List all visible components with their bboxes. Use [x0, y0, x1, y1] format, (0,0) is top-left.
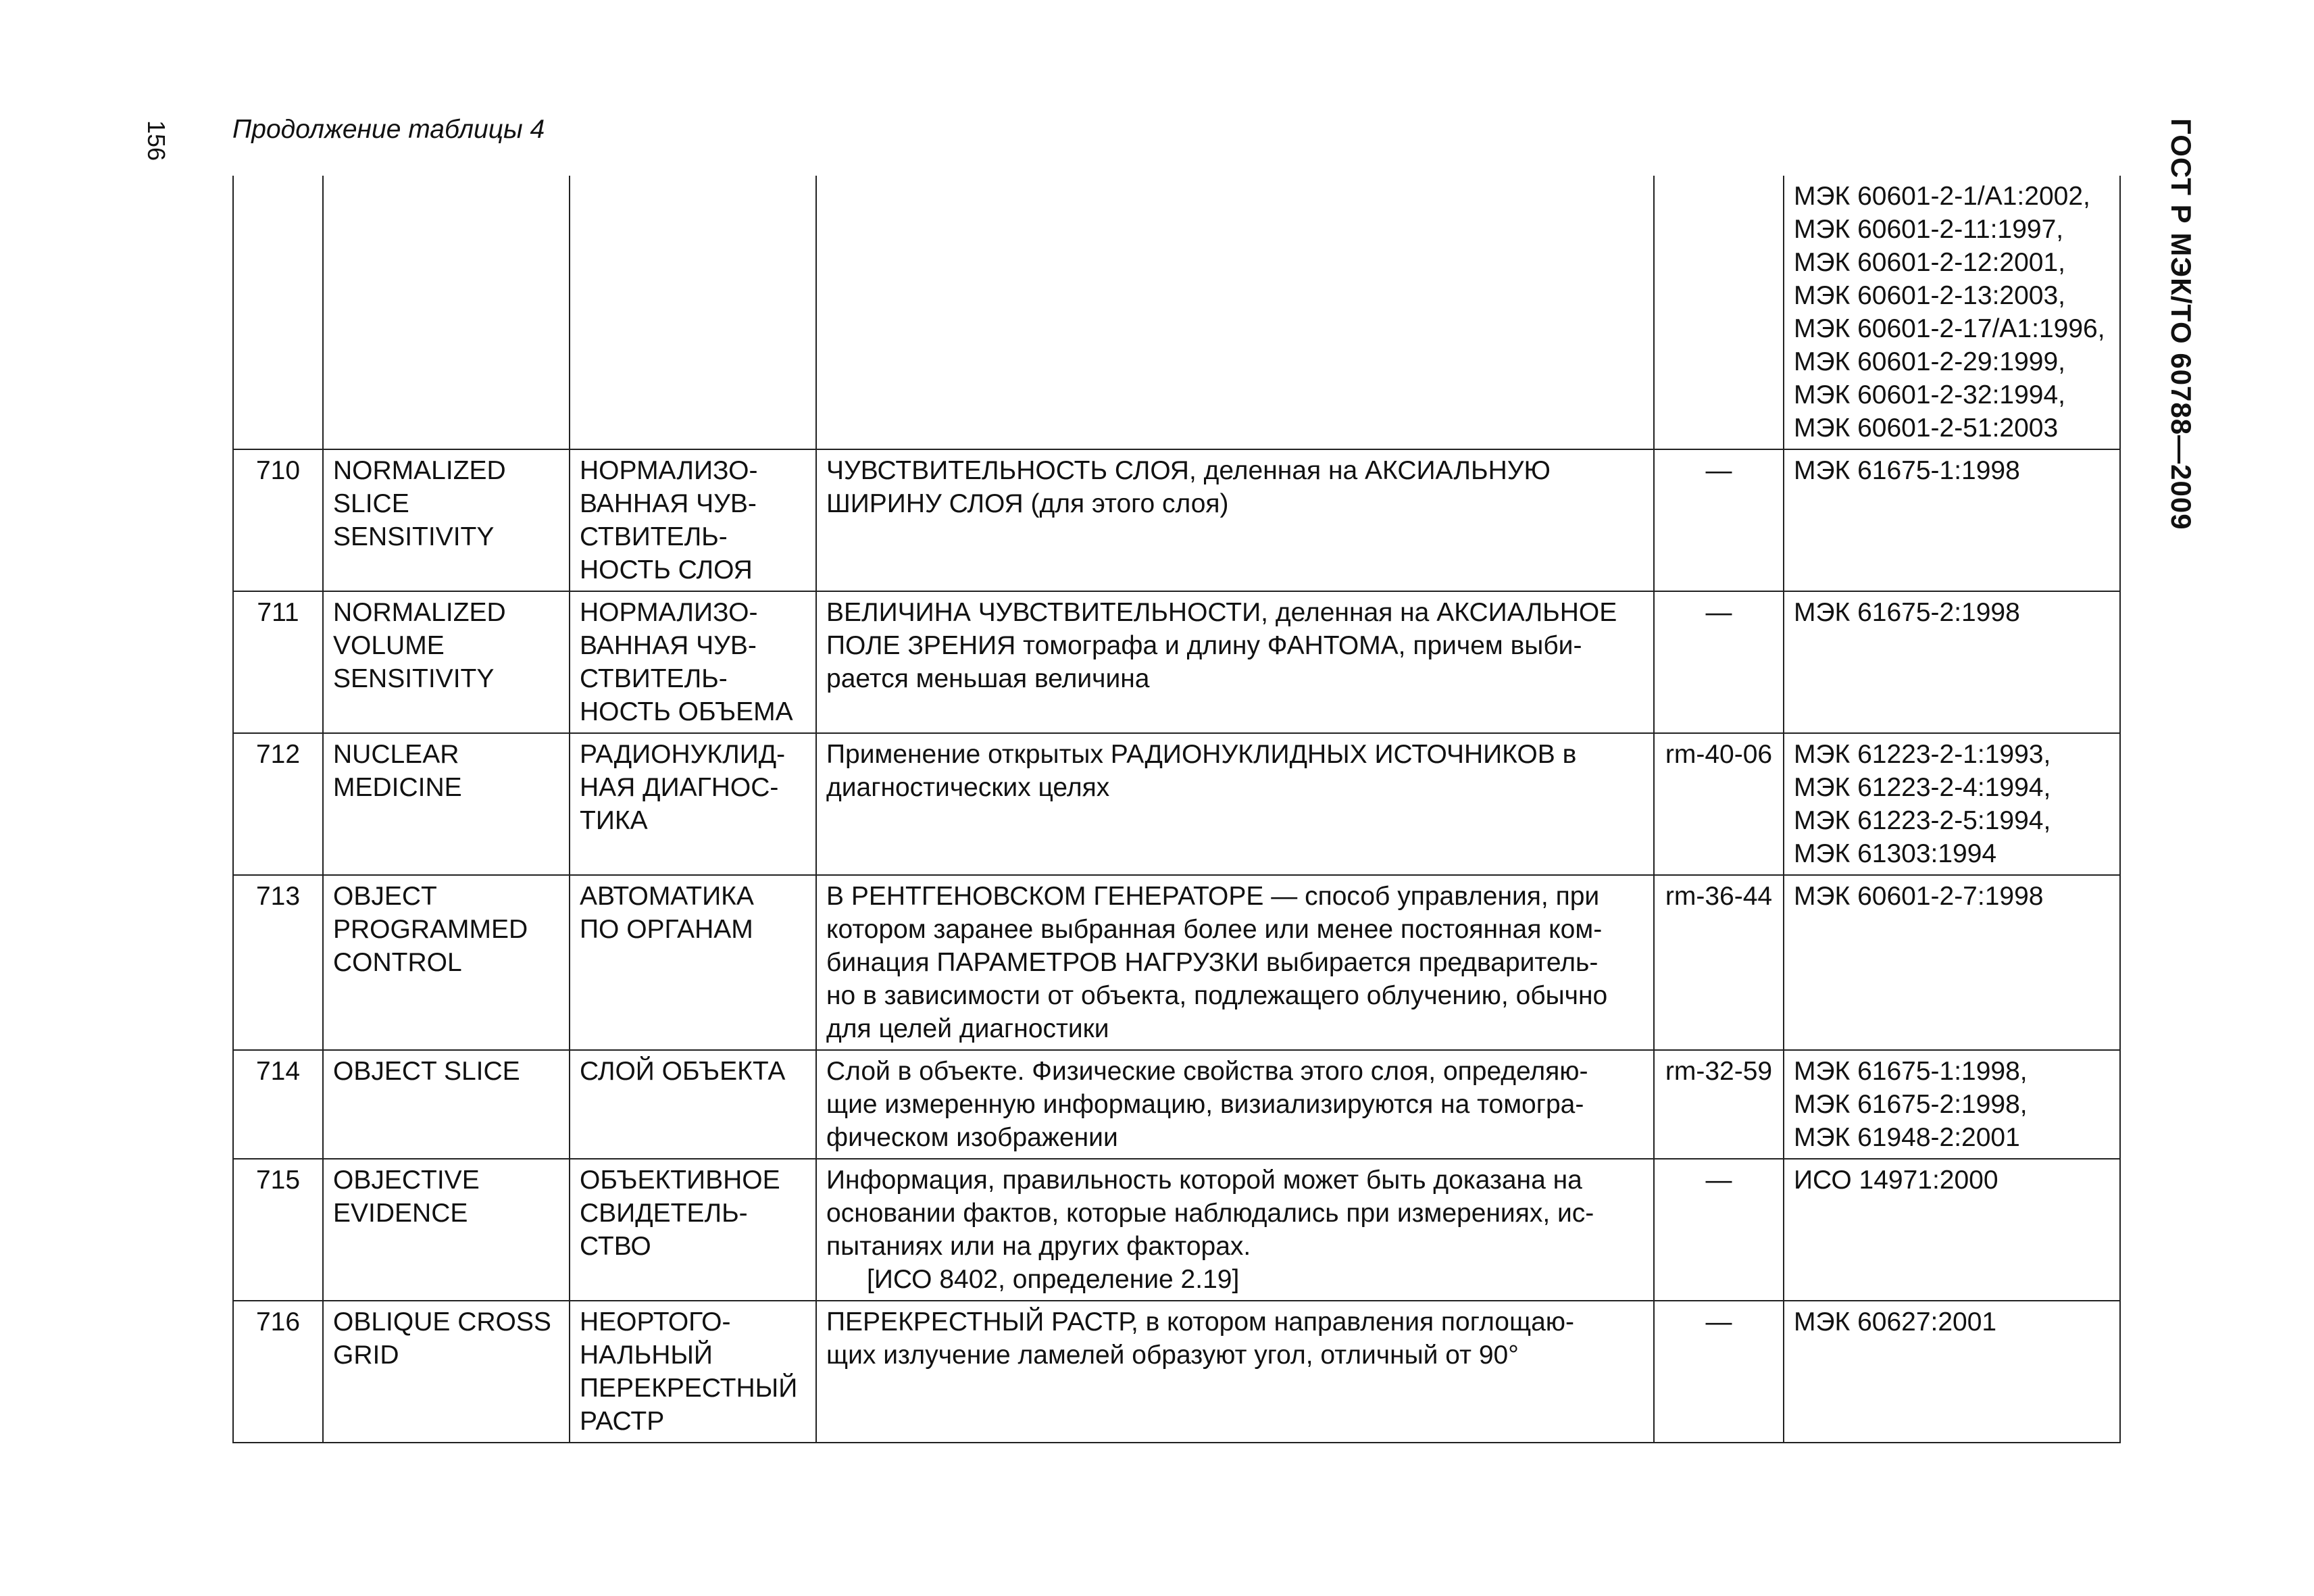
russian-term [570, 1159, 816, 1301]
ref-line: МЭК 60601-2-12:2001, [1794, 248, 2065, 277]
russian-term-line: НОРМАЛИЗО- [580, 598, 758, 627]
table-row [233, 449, 2120, 591]
table-row [233, 1301, 2120, 1443]
ref-line: МЭК 60601-2-11:1997, [1794, 215, 2064, 244]
english-term [323, 1050, 570, 1159]
term-number: 711 [233, 591, 323, 733]
english-term-line: EVIDENCE [333, 1199, 468, 1228]
standard-references [1784, 1301, 2120, 1443]
iec-code: rm-40-06 [1654, 733, 1784, 875]
standard-references [1784, 875, 2120, 1050]
ref-line: МЭК 60601-2-51:2003 [1794, 414, 2059, 443]
refs-cell [1784, 176, 2120, 449]
russian-term-line: НОРМАЛИЗО- [580, 456, 758, 485]
definition-line: ВЕЛИЧИНА ЧУВСТВИТЕЛЬНОСТИ, деленная на АКСИАЛЬНОЕ [826, 598, 1617, 627]
definition-line: бинация ПАРАМЕТРОВ НАГРУЗКИ выбирается предваритель- [826, 948, 1599, 977]
russian-term-line: ПЕРЕКРЕСТНЫЙ [580, 1374, 798, 1403]
ref-line: МЭК 60601-2-1/А1:2002, [1794, 182, 2090, 211]
russian-term-line: ВАННАЯ ЧУВ- [580, 631, 757, 660]
term-number: 714 [233, 1050, 323, 1159]
english-term-line: OBLIQUE CROSS [333, 1307, 551, 1337]
standard-header: ГОСТ Р МЭК/ТО 60788—2009 [2165, 118, 2197, 530]
russian-term-line: НОСТЬ СЛОЯ [580, 555, 753, 584]
reference-line: ИСО 14971:2000 [1794, 1166, 1998, 1195]
term-number: 710 [233, 449, 323, 591]
russian-term [570, 1050, 816, 1159]
reference-line: МЭК 61675-2:1998, [1794, 1090, 2028, 1119]
english-term-line: OBJECT [333, 882, 437, 911]
iec-code: — [1654, 449, 1784, 591]
english-term-line: SENSITIVITY [333, 522, 495, 551]
page-number: 156 [143, 120, 170, 161]
reference-line: МЭК 61223-2-1:1993, [1794, 740, 2051, 769]
ref-line: МЭК 60601-2-29:1999, [1794, 347, 2065, 376]
russian-term-line: ОБЪЕКТИВНОЕ [580, 1166, 780, 1195]
iec-code: rm-36-44 [1654, 875, 1784, 1050]
term-number: 712 [233, 733, 323, 875]
definition-line: ПОЛЕ ЗРЕНИЯ томографа и длину ФАНТОМА, причем выби- [826, 631, 1582, 660]
russian-term-line: АВТОМАТИКА [580, 882, 754, 911]
reference-line: МЭК 61223-2-5:1994, [1794, 806, 2051, 835]
definition-line: ШИРИНУ СЛОЯ (для этого слоя) [826, 489, 1229, 518]
russian-term-line: НАЛЬНЫЙ [580, 1341, 713, 1370]
english-term [323, 733, 570, 875]
definition-line: щие измеренную информацию, визиализируются на томогра- [826, 1090, 1584, 1119]
russian-term [570, 1301, 816, 1443]
definition-line: щих излучение ламелей образуют угол, отличный от 90° [826, 1341, 1519, 1370]
table-row [233, 1050, 2120, 1159]
english-term-line: PROGRAMMED [333, 915, 528, 944]
standard-references [1784, 1159, 2120, 1301]
definition-citation: [ИСО 8402, определение 2.19] [867, 1265, 1240, 1294]
english-term-line: SENSITIVITY [333, 664, 495, 693]
definition-line: пытаниях или на других факторах. [826, 1232, 1251, 1261]
reference-line: МЭК 60627:2001 [1794, 1307, 1997, 1337]
standard-references [1784, 449, 2120, 591]
english-term-line: CONTROL [333, 948, 462, 977]
definition-line: фическом изображении [826, 1123, 1118, 1152]
english-term-line: SLICE [333, 489, 409, 518]
standard-references [1784, 1050, 2120, 1159]
ref-line: МЭК 60601-2-13:2003, [1794, 281, 2065, 310]
table-row [233, 875, 2120, 1050]
definition-line: ЧУВСТВИТЕЛЬНОСТЬ СЛОЯ, деленная на АКСИАЛЬНУЮ [826, 456, 1551, 485]
table-row [233, 1159, 2120, 1301]
definition-line: диагностических целях [826, 773, 1110, 802]
standard-references [1784, 733, 2120, 875]
continuation-row [233, 176, 2120, 449]
russian-term-line: НАЯ ДИАГНОС- [580, 773, 779, 802]
definition-line: Применение открытых РАДИОНУКЛИДНЫХ ИСТОЧНИКОВ в [826, 740, 1577, 769]
iec-code: — [1654, 1159, 1784, 1301]
en-term-cell [323, 176, 570, 449]
russian-term [570, 733, 816, 875]
definition [816, 733, 1654, 875]
definition-line: основании фактов, которые наблюдались при измерениях, ис- [826, 1199, 1594, 1228]
english-term-line: MEDICINE [333, 773, 462, 802]
russian-term-line: РАДИОНУКЛИД- [580, 740, 786, 769]
russian-term-line: НЕОРТОГО- [580, 1307, 731, 1337]
definition-line: В РЕНТГЕНОВСКОМ ГЕНЕРАТОРЕ — способ управления, при [826, 882, 1600, 911]
definition [816, 1050, 1654, 1159]
definition-cell [816, 176, 1654, 449]
russian-term-line: СТВИТЕЛЬ- [580, 664, 728, 693]
term-number: 716 [233, 1301, 323, 1443]
russian-term-line: ТИКА [580, 806, 648, 835]
russian-term-line: ПО ОРГАНАМ [580, 915, 753, 944]
definition-line: рается меньшая величина [826, 664, 1150, 693]
russian-term-line: СЛОЙ ОБЪЕКТА [580, 1057, 786, 1086]
definition [816, 591, 1654, 733]
english-term [323, 449, 570, 591]
definition [816, 449, 1654, 591]
iec-code: — [1654, 1301, 1784, 1443]
reference-line: МЭК 61303:1994 [1794, 839, 1997, 868]
russian-term-line: СВИДЕТЕЛЬ- [580, 1199, 748, 1228]
russian-term-line: НОСТЬ ОБЪЕМА [580, 697, 793, 726]
english-term-line: OBJECT SLICE [333, 1057, 520, 1086]
iec-code: — [1654, 591, 1784, 733]
english-term-line: NORMALIZED [333, 456, 506, 485]
russian-term [570, 591, 816, 733]
table-caption: Продолжение таблицы 4 [232, 115, 545, 144]
definition-line: для целей диагностики [826, 1014, 1109, 1043]
english-term [323, 1159, 570, 1301]
ru-term-cell [570, 176, 816, 449]
reference-line: МЭК 61675-1:1998 [1794, 456, 2020, 485]
table-row [233, 733, 2120, 875]
reference-line: МЭК 61675-2:1998 [1794, 598, 2020, 627]
table-body [233, 176, 2120, 1443]
term-number: 713 [233, 875, 323, 1050]
definition-line: ПЕРЕКРЕСТНЫЙ РАСТР, в котором направления поглощаю- [826, 1307, 1575, 1337]
ref-line: МЭК 60601-2-17/А1:1996, [1794, 314, 2105, 343]
definition [816, 875, 1654, 1050]
english-term [323, 1301, 570, 1443]
russian-term-line: ВАННАЯ ЧУВ- [580, 489, 757, 518]
definition-line: Информация, правильность которой может быть доказана на [826, 1166, 1582, 1195]
definition-line: Слой в объекте. Физические свойства этого слоя, определяю- [826, 1057, 1588, 1086]
reference-line: МЭК 61223-2-4:1994, [1794, 773, 2051, 802]
reference-line: МЭК 61675-1:1998, [1794, 1057, 2028, 1086]
terms-table [232, 176, 2121, 1443]
english-term [323, 591, 570, 733]
ref-line: МЭК 60601-2-32:1994, [1794, 380, 2065, 409]
russian-term [570, 449, 816, 591]
russian-term-line: РАСТР [580, 1407, 665, 1436]
english-term-line: OBJECTIVE [333, 1166, 480, 1195]
table-row [233, 591, 2120, 733]
iec-code: rm-32-59 [1654, 1050, 1784, 1159]
russian-term-line: СТВО [580, 1232, 651, 1261]
num-cell [233, 176, 323, 449]
definition-line: но в зависимости от объекта, подлежащего облучению, обычно [826, 981, 1608, 1010]
english-term-line: NUCLEAR [333, 740, 459, 769]
definition [816, 1159, 1654, 1301]
definition-line: котором заранее выбранная более или менее постоянная ком- [826, 915, 1603, 944]
term-number: 715 [233, 1159, 323, 1301]
english-term-line: VOLUME [333, 631, 445, 660]
reference-line: МЭК 61948-2:2001 [1794, 1123, 2020, 1152]
code-cell [1654, 176, 1784, 449]
russian-term [570, 875, 816, 1050]
english-term [323, 875, 570, 1050]
reference-line: МЭК 60601-2-7:1998 [1794, 882, 2044, 911]
russian-term-line: СТВИТЕЛЬ- [580, 522, 728, 551]
definition [816, 1301, 1654, 1443]
standard-references [1784, 591, 2120, 733]
english-term-line: NORMALIZED [333, 598, 506, 627]
english-term-line: GRID [333, 1341, 399, 1370]
